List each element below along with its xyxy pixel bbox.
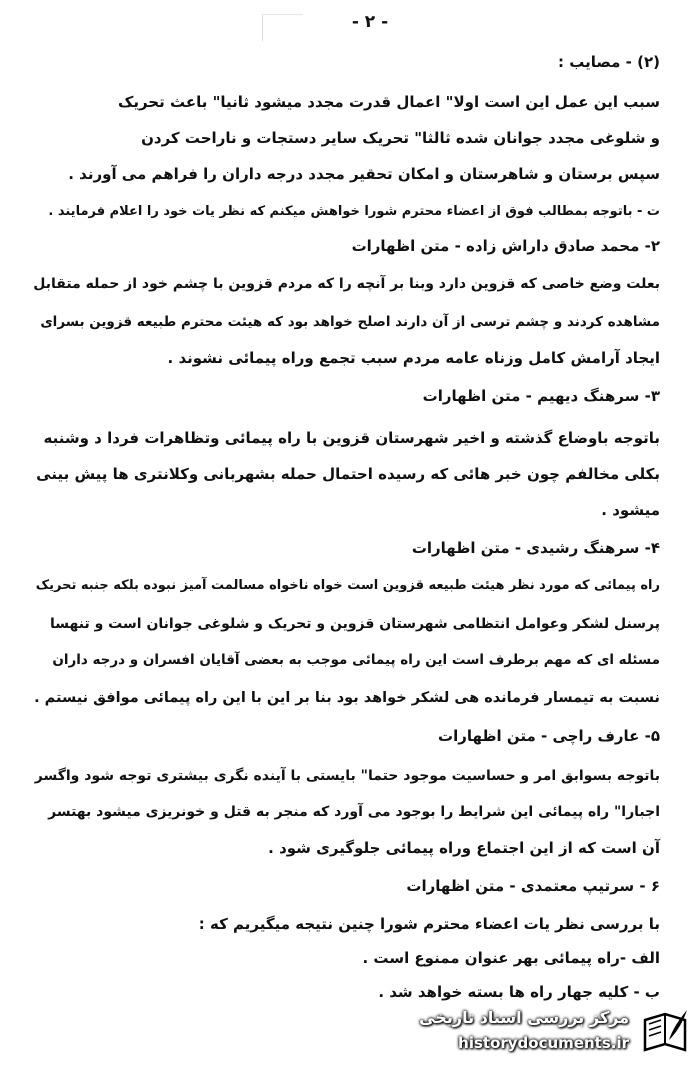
paragraph-line: نسبت به تیمسار فرمانده هی لشکر خواهد بود بنا بر این با این راه پیمائی موافق نیستم . <box>34 690 660 706</box>
statement-heading: ۵- عارف راچی - متن اظهارات <box>438 727 660 745</box>
paragraph-line: راه پیمائی که مورد نظر هیئت طبیعه قزوین است خواه ناخواه مسالمت آمیز نبوده بلکه جنبه تحریک <box>35 578 660 593</box>
paragraph-line: بکلی مخالفم چون خبر هائی که رسیده احتمال حمله بشهربانی وکلانتری ها پیش بینی <box>36 465 660 483</box>
paragraph-line: باتوجه باوضاع گذشته و اخیر شهرستان قزوین با راه پیمائی وتظاهرات فردا د وشنبه <box>43 429 660 447</box>
paragraph-line: با بررسی نظر یات اعضاء محترم شورا چنین نتیجه میگیریم که : <box>198 915 660 933</box>
paragraph-line: مشاهده کردند و چشم ترسی از آن دارند اصلح خواهد بود که هیئت محترم طبیعه قزوین بسرای <box>40 314 660 330</box>
book-feather-logo-icon <box>639 1006 691 1058</box>
statement-heading: ۲- محمد صادق داراش زاده - متن اظهارات <box>351 237 660 255</box>
paragraph-line: پرسنل لشکر وعوامل انتظامی شهرستان قزوین و تحریک و شلوغی جوانان است و تنهسا <box>50 616 660 632</box>
pencil-mark <box>262 14 303 41</box>
paragraph-line: الف -راه پیمائی بهر عنوان ممنوع است . <box>362 949 660 967</box>
section-heading: (۲) - مصایب : <box>558 53 660 71</box>
paragraph-line: سبب این عمل این است اولا" اعمال قدرت مجدد میشود ثانیا" باعث تحریک <box>117 93 660 111</box>
paragraph-line: میشود . <box>601 501 660 519</box>
statement-heading: ۶ - سرتیپ معتمدی - متن اظهارات <box>406 877 660 895</box>
paragraph-line: ایجاد آرامش کامل وزناه عامه مردم سبب تجمع وراه پیمائی نشوند . <box>167 349 660 367</box>
paragraph-line: آن است که از این اجتماع وراه پیمائی جلوگیری شود . <box>268 839 660 857</box>
statement-heading: ۴- سرهنگ رشیدی - متن اظهارات <box>411 539 660 557</box>
paragraph-line: و شلوغی مجدد جوانان شده ثالثا" تحریک سایر دستجات و ناراحت کردن <box>141 129 660 147</box>
watermark <box>395 1002 695 1062</box>
paragraph-line: مسئله ای که مهم برطرف است این راه پیمائی موجب به بعضی آقایان افسران و درجه داران <box>52 652 660 668</box>
statement-heading: ۳- سرهنگ دیهیم - متن اظهارات <box>422 387 660 405</box>
watermark-url: historydocuments.ir <box>458 1034 629 1052</box>
paragraph-line: ب - کلیه جهار راه ها بسته خواهد شد . <box>378 983 660 1001</box>
watermark-title: مرکز بررسی اسناد تاریخی <box>419 1008 629 1027</box>
paragraph-line: ت - باتوجه بمطالب فوق از اعضاء محترم شورا خواهش میکنم که نظر یات خود را اعلام فرمایند . <box>48 204 660 219</box>
page-number: - ۲ - <box>351 12 389 32</box>
paragraph-line: باتوجه بسوابق امر و حساسیت موجود حتما" بایستی با آینده نگری بیشتری توجه شود واگسر <box>34 768 660 784</box>
paragraph-line: بعلت وضع خاصی که قزوین دارد وبنا بر آنچه را که مردم قزوین با چشم خود از حمله متقابل <box>33 276 660 292</box>
paragraph-line: اجبارا" راه پیمائی این شرایط را بوجود می آورد که منجر به قتل و خونریزی میشود بهتسر <box>48 804 660 820</box>
paragraph-line: سپس برستان و شاهرستان و امکان تحقیر مجدد درجه داران را فراهم می آورند . <box>68 165 660 183</box>
